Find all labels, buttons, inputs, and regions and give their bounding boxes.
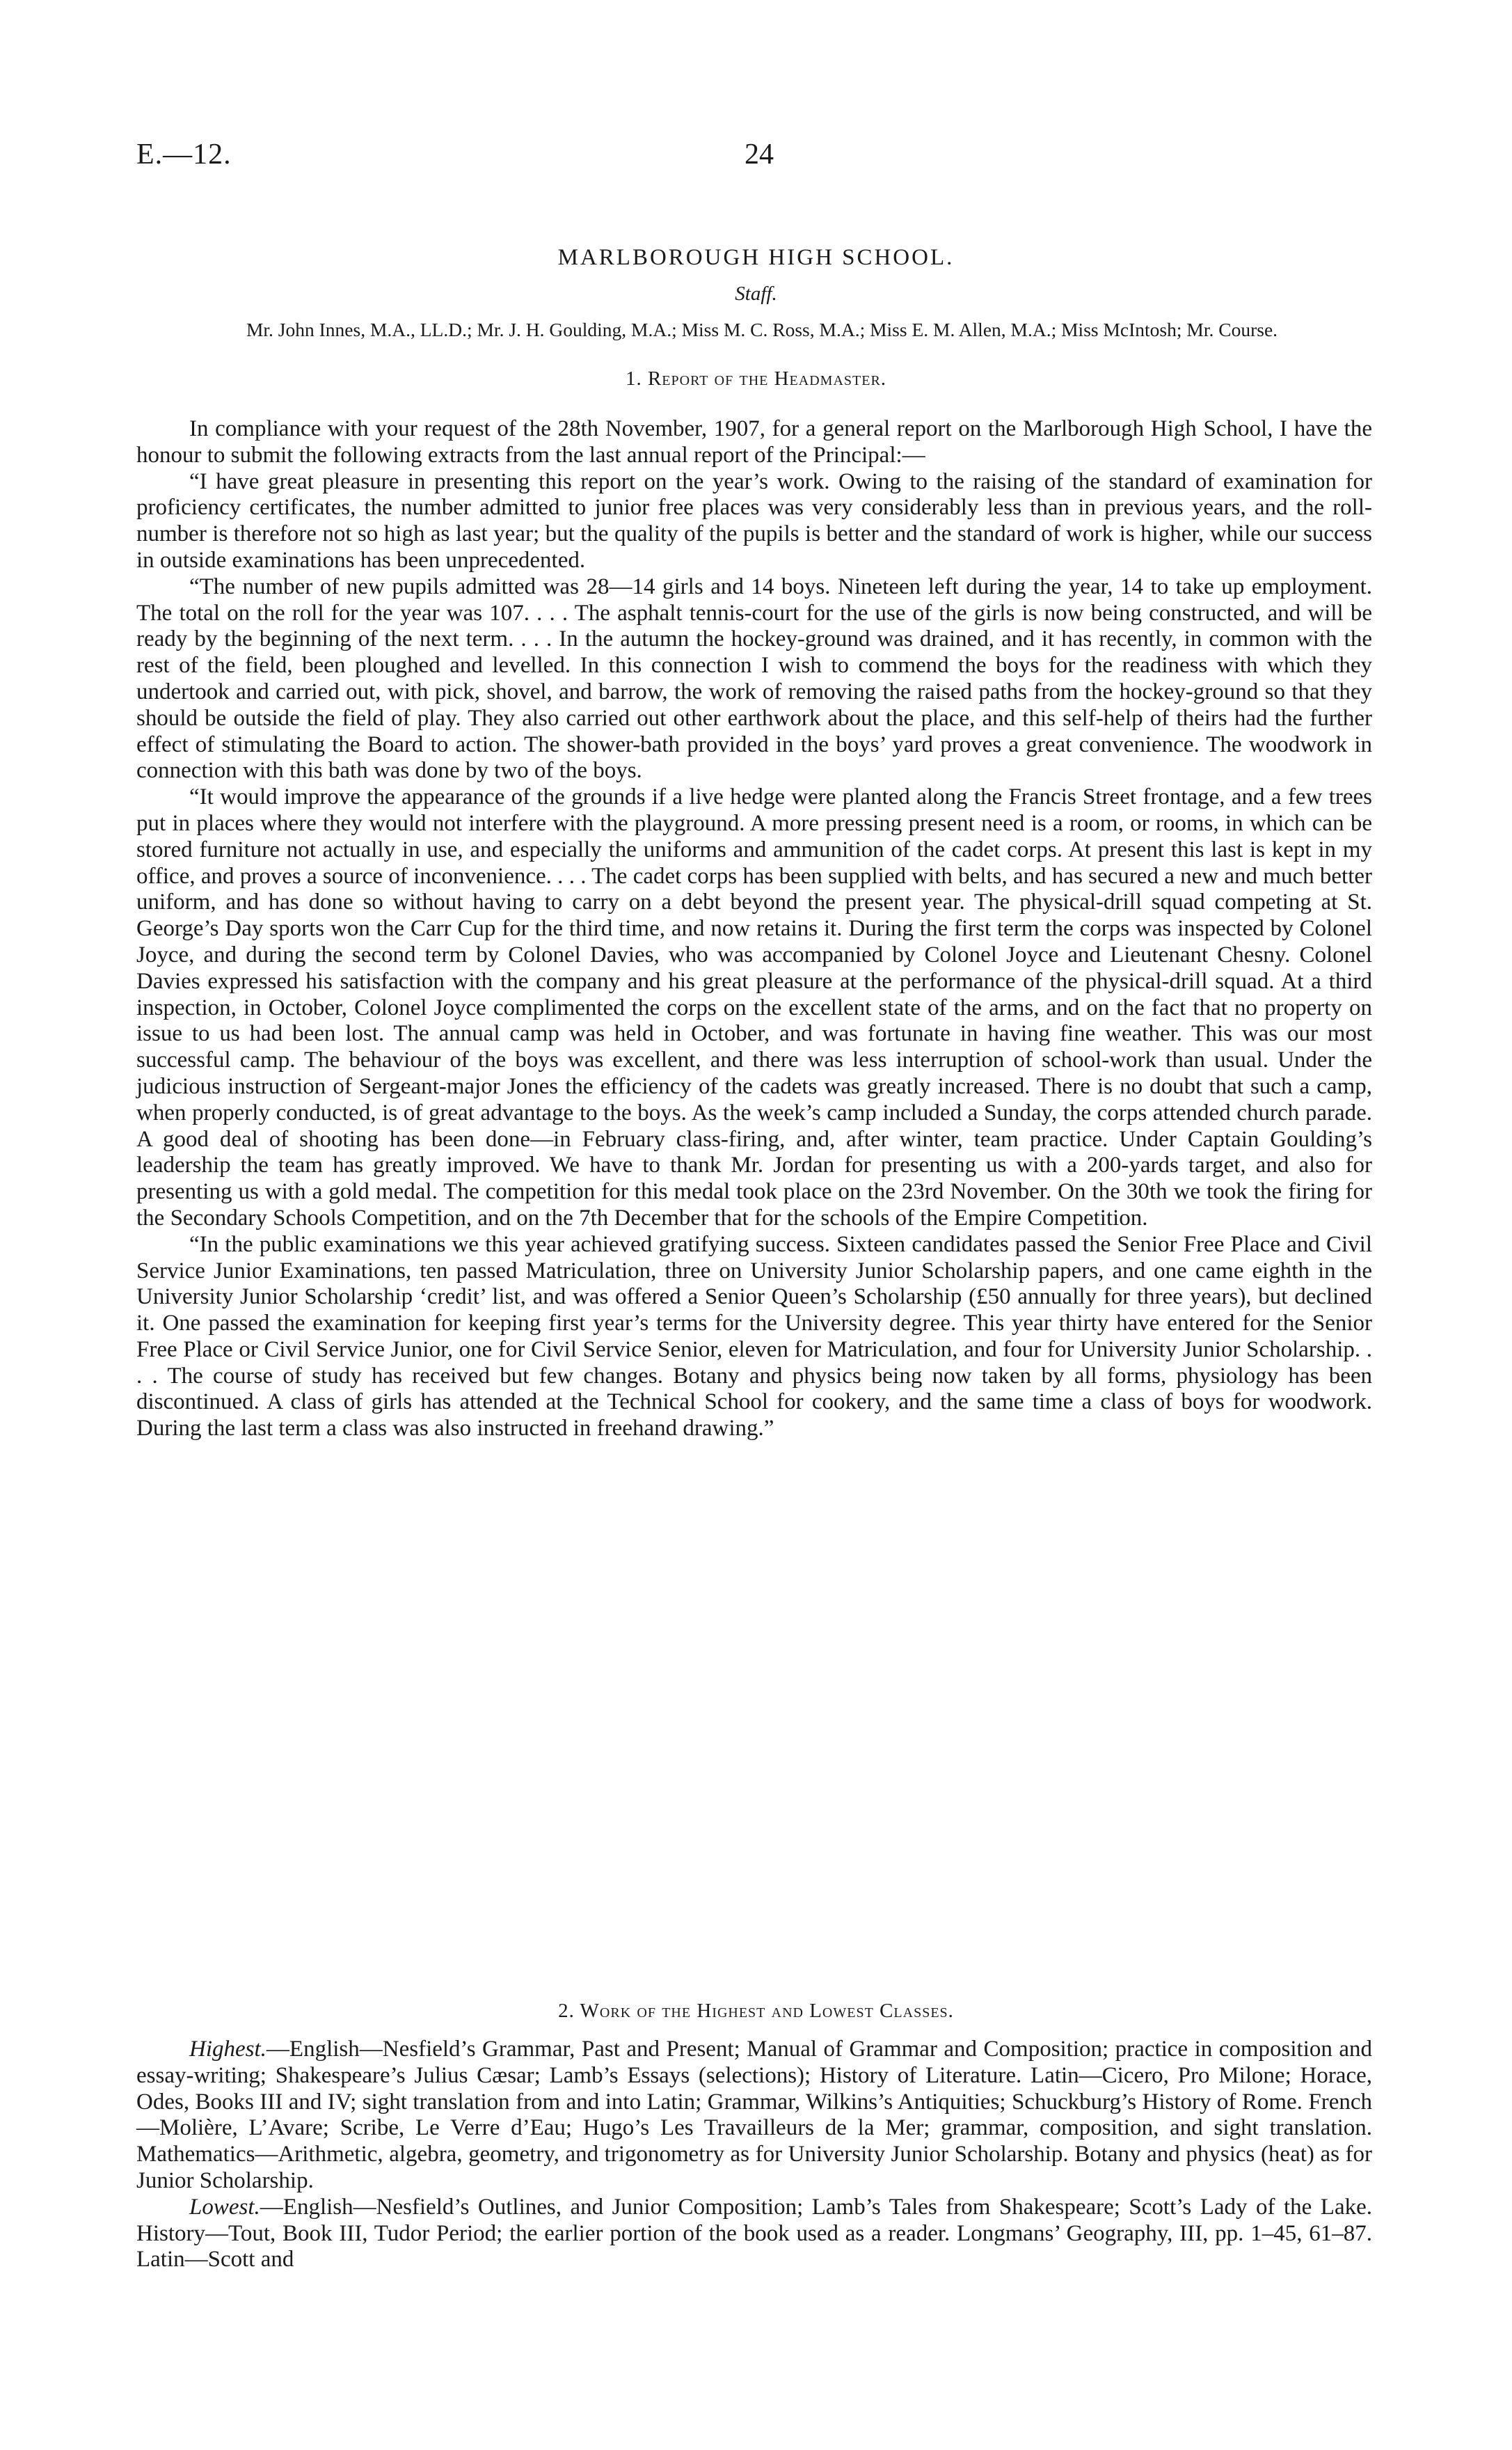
lowest-label: Lowest. — [189, 2194, 260, 2220]
staff-list: Mr. John Innes, M.A., LL.D.; Mr. J. H. Goulding, M.A.; Miss M. C. Ross, M.A.; Miss E. M. Allen, M.A.; Miss McIntosh; Mr. Course. — [246, 319, 1278, 340]
highest-class-paragraph — [136, 2037, 1372, 2195]
school-title: MARLBOROUGH HIGH SCHOOL. — [557, 245, 955, 270]
report-paragraph: “In the public examinations we this year achieved gratifying success. Sixteen candidates passed the Senior Free Place and Civil Service Junior Examinations, ten passed Matriculation, three on University Junior Scholarship papers, and one came eighth in the University Junior Scholarship ‘credit’ list, and was offered a Senior Queen’s Scholarship (£50 annually for three years), but declined it. One passed the examination for keeping first year’s terms for the University degree. This year thirty have entered for the Senior Free Place or Civil Service Junior, one for Civil Service Senior, eleven for Matriculation, and four for University Junior Scholarship. . . . The course of study has received but few changes. Botany and physics being now taken by all forms, physiology has been discontinued. A class of girls has attended at the Technical School for cookery, and the same time a class of boys for woodwork. During the last term a class was also instructed in freehand drawing.” — [136, 1231, 1372, 1441]
report-paragraph: In compliance with your request of the 28th November, 1907, for a general report on the Marlborough High School, I have the honour to submit the following extracts from the last annual report of the Principal:— — [136, 416, 1372, 468]
highest-text: —English—Nesfield’s Grammar, Past and Present; Manual of Grammar and Composition; practice in composition and essay-writing; Shakespeare’s Julius Cæsar; Lamb’s Essays (selections); History of Literature. Latin—Cicero, Pro Milone; Horace, Odes, Books III and IV; sight translation from and into Latin; Grammar, Wilkins’s Antiquities; Schuckburg’s History of Rome. French—Molière, L’Avare; Scribe, Le Verre d’Eau; Hugo’s Les Travailleurs de la Mer; grammar, composition, and sight translation. Mathematics—Arithmetic, algebra, geometry, and trigonometry as for University Junior Scholarship. Botany and physics (heat) as for Junior Scholarship. — [136, 2037, 1372, 2193]
report-paragraph: “The number of new pupils admitted was 28—14 girls and 14 boys. Nineteen left during the year, 14 to take up employment. The total on the roll for the year was 107. . . . The asphalt tennis-court for the use of the girls is now being constructed, and will be ready by the beginning of the next term. . . . In the autumn the hockey-ground was drained, and it has recently, in common with the rest of the field, been ploughed and levelled. In this connection I wish to commend the boys for the readiness with which they undertook and carried out, with pick, shovel, and barrow, the work of removing the raised paths from the hockey-ground so that they should be outside the field of play. They also carried out other earthwork about the place, and this self-help of theirs had the further effect of stimulating the Board to action. The shower-bath provided in the boys’ yard proves a great convenience. The woodwork in connection with this bath was done by two of the boys. — [136, 574, 1372, 784]
section-heading-headmaster-report: 1. Report of the Headmaster. — [625, 368, 887, 390]
report-paragraph: “I have great pleasure in presenting this report on the year’s work. Owing to the raising of the standard of examination for proficiency certificates, the number admitted to junior free places was very considerably less than in previous years, and the roll-number is therefore not so high as last year; but the quality of the pupils is better and the standard of work is higher, while our success in outside examinations has been unprecedented. — [136, 468, 1372, 573]
report-paragraph: “It would improve the appearance of the grounds if a live hedge were planted along the Francis Street frontage, and a few trees put in places where they would not interfere with the playground. A more pressing present need is a room, or rooms, in which can be stored furniture not actually in use, and especially the uniforms and ammunition of the cadet corps. At present this last is kept in my office, and proves a source of inconvenience. . . . The cadet corps has been supplied with belts, and has secured a new and much better uniform, and has done so without having to carry on a debt beyond the present year. The physical-drill squad competing at St. George’s Day sports won the Carr Cup for the third time, and now retains it. During the first term the corps was inspected by Colonel Joyce, and during the second term by Colonel Davies, who was accompanied by Colonel Joyce and Lieutenant Chesny. Colonel Davies expressed his satisfaction with the company and his great pleasure at the performance of the physical-drill squad. At a third inspection, in October, Colonel Joyce complimented the corps on the excellent state of the arms, and on the fact that no property on issue to us had been lost. The annual camp was held in October, and was fortunate in having fine weather. This was our most successful camp. The behaviour of the boys was excellent, and there was less interruption of school-work than usual. Under the judicious instruction of Sergeant-major Jones the efficiency of the cadets was greatly increased. There is no doubt that such a camp, when properly conducted, is of great advantage to the boys. As the week’s camp included a Sunday, the corps attended church parade. A good deal of shooting has been done—in February class-firing, and, after winter, team practice. Under Captain Goulding’s leadership the team has greatly improved. We have to thank Mr. Jordan for presenting us with a 200-yards target, and also for presenting us with a gold medal. The competition for this medal took place on the 23rd November. On the 30th we took the firing for the Secondary Schools Competition, and on the 7th December that for the schools of the Empire Competition. — [136, 784, 1372, 1231]
document-reference: E.—12. — [136, 139, 232, 171]
highest-label: Highest. — [189, 2037, 266, 2062]
lowest-text: —English—Nesfield’s Outlines, and Junior Composition; Lamb’s Tales from Shakespeare; Scott’s Lady of the Lake. History—Tout, Book III, Tudor Period; the earlier portion of the book used as a reader. Longmans’ Geography, III, pp. 1–45, 61–87. Latin—Scott and — [136, 2194, 1372, 2273]
page-number: 24 — [745, 139, 774, 171]
headmaster-report-body — [136, 416, 1372, 1442]
section-heading-work-of-classes: 2. Work of the Highest and Lowest Classes. — [558, 2000, 954, 2022]
lowest-class-paragraph — [136, 2195, 1372, 2273]
classes-work-body — [136, 2037, 1372, 2273]
staff-heading: Staff. — [735, 283, 777, 305]
